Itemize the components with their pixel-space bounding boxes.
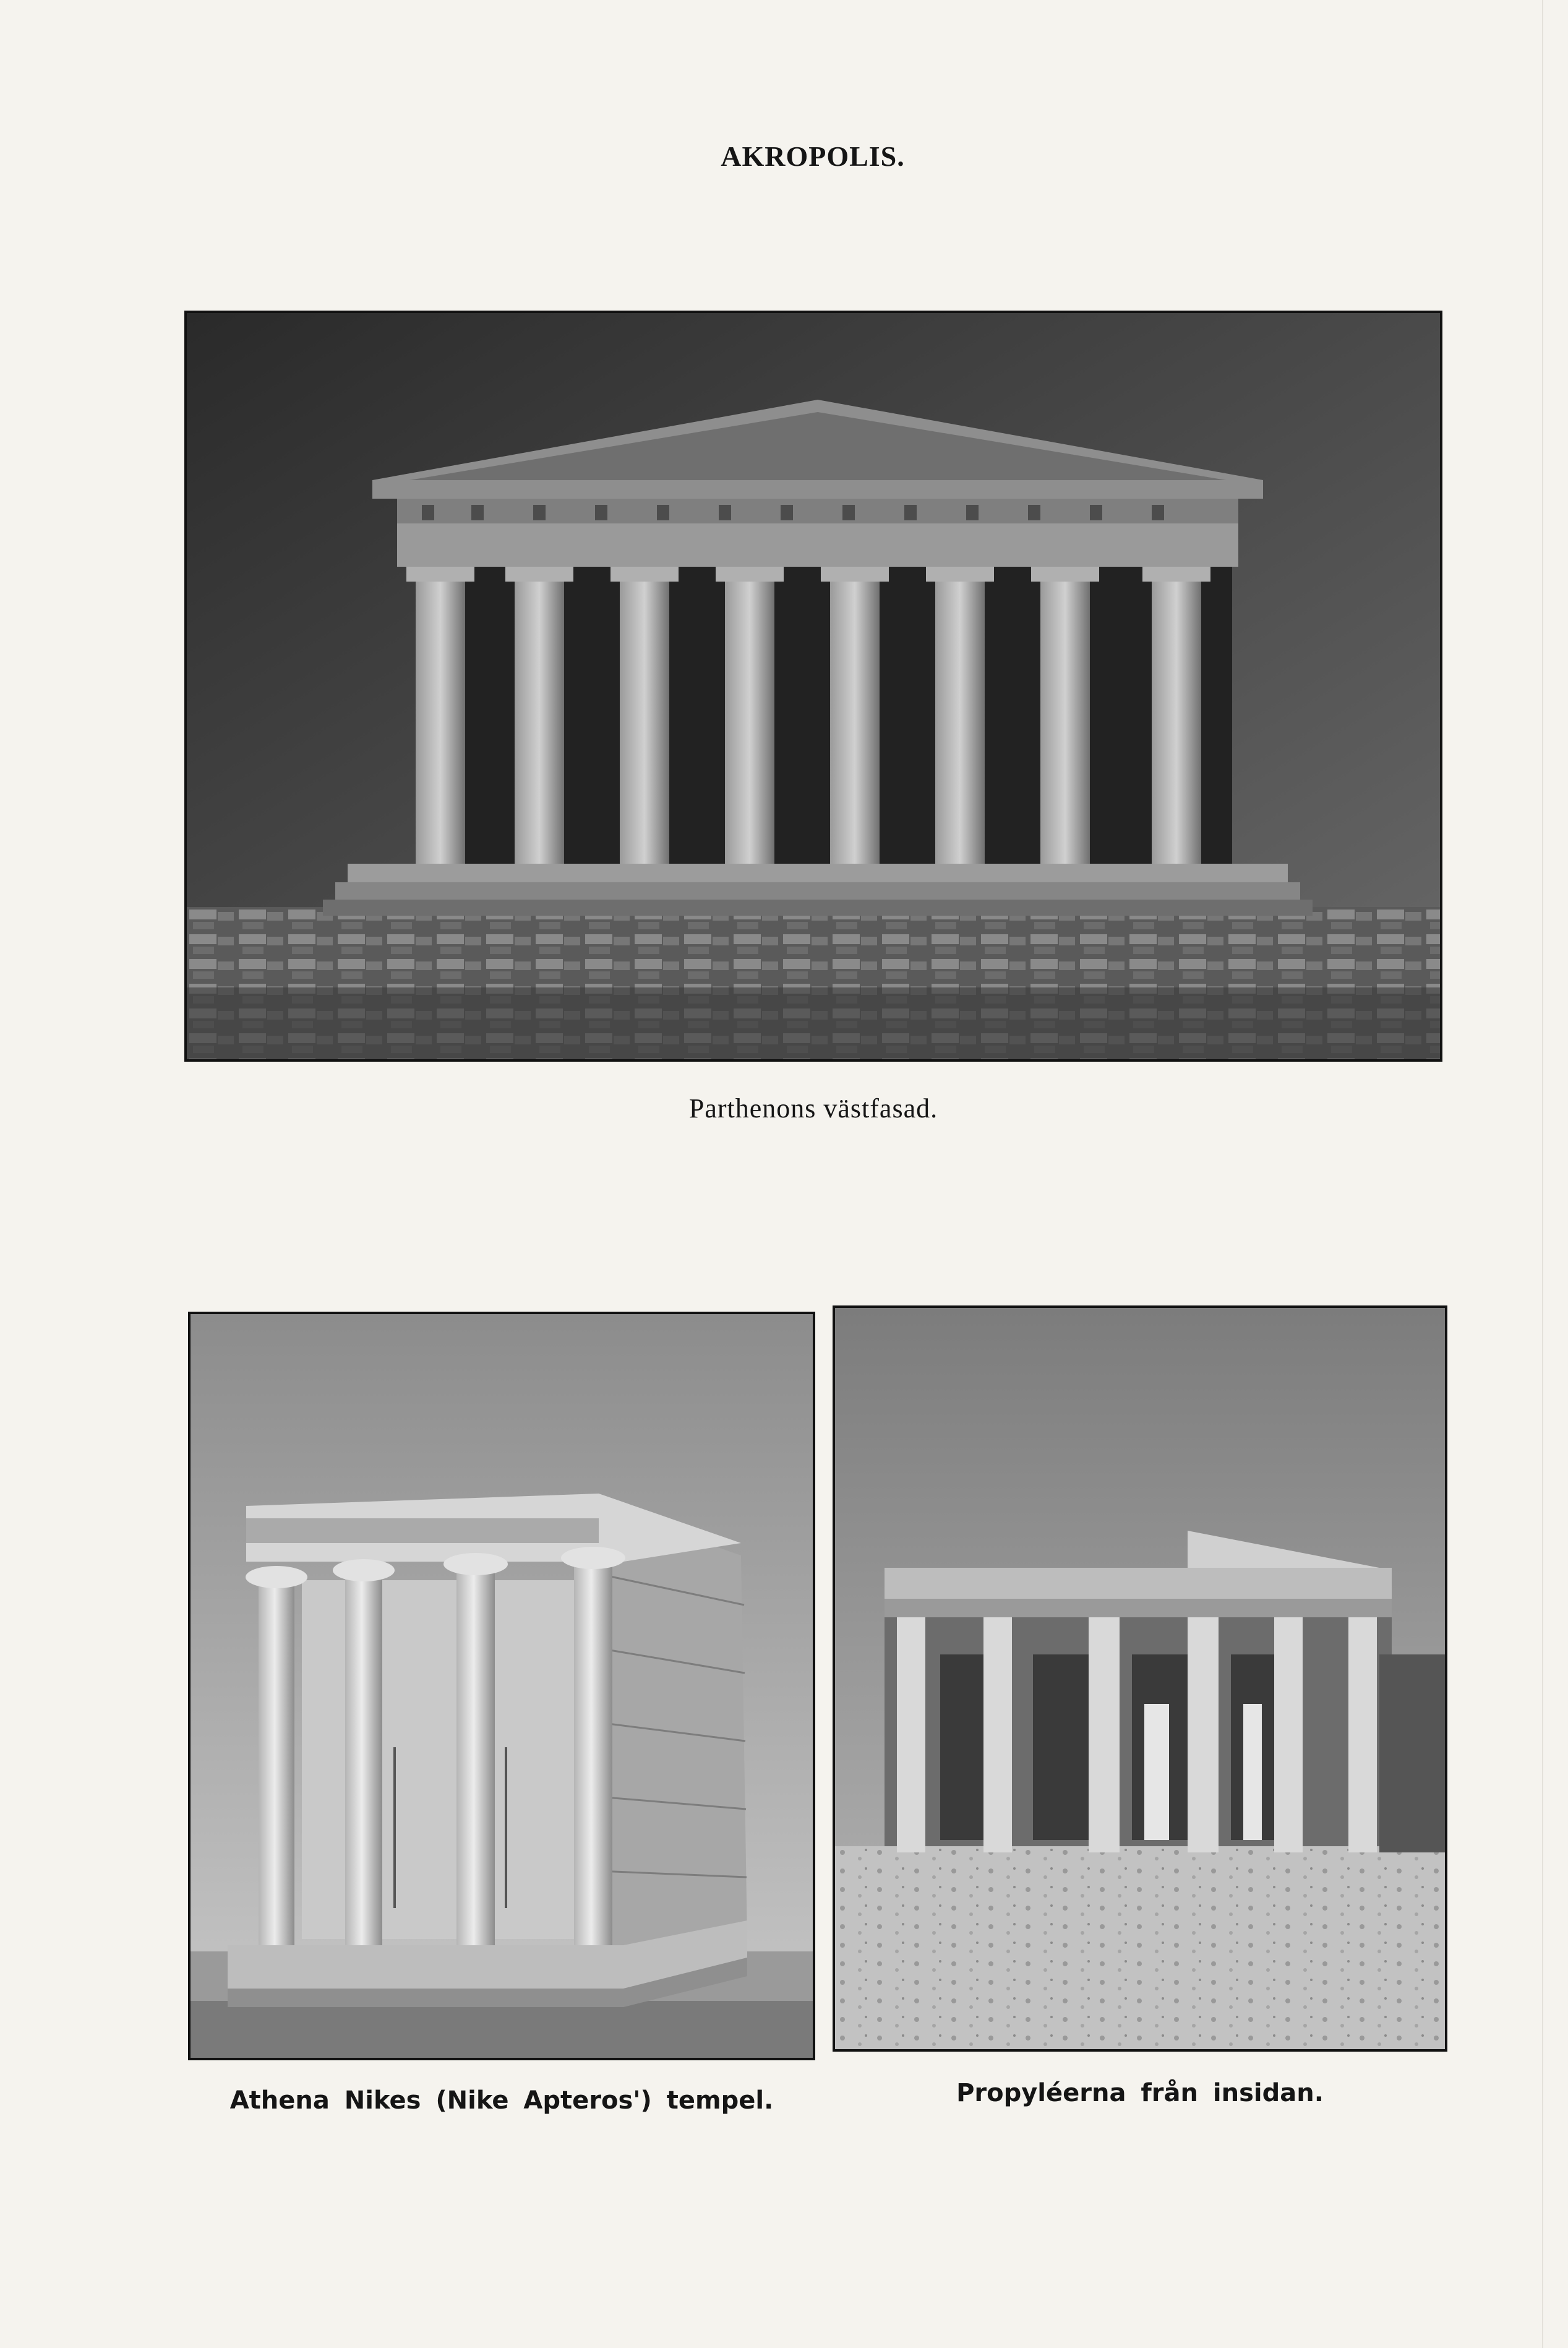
propylaea-photo: [833, 1305, 1447, 2052]
page-edge: [1542, 0, 1543, 2348]
athena-nike-temple-photo: [188, 1312, 815, 2060]
page-title: AKROPOLIS.: [721, 140, 905, 172]
athena-nike-caption: Athena Nikes (Nike Apteros') tempel.: [229, 2086, 774, 2115]
parthenon-photo: [184, 311, 1442, 1062]
parthenon-caption: Parthenons västfasad.: [688, 1093, 938, 1124]
propylaea-caption: Propyléerna från insidan.: [956, 2079, 1324, 2107]
